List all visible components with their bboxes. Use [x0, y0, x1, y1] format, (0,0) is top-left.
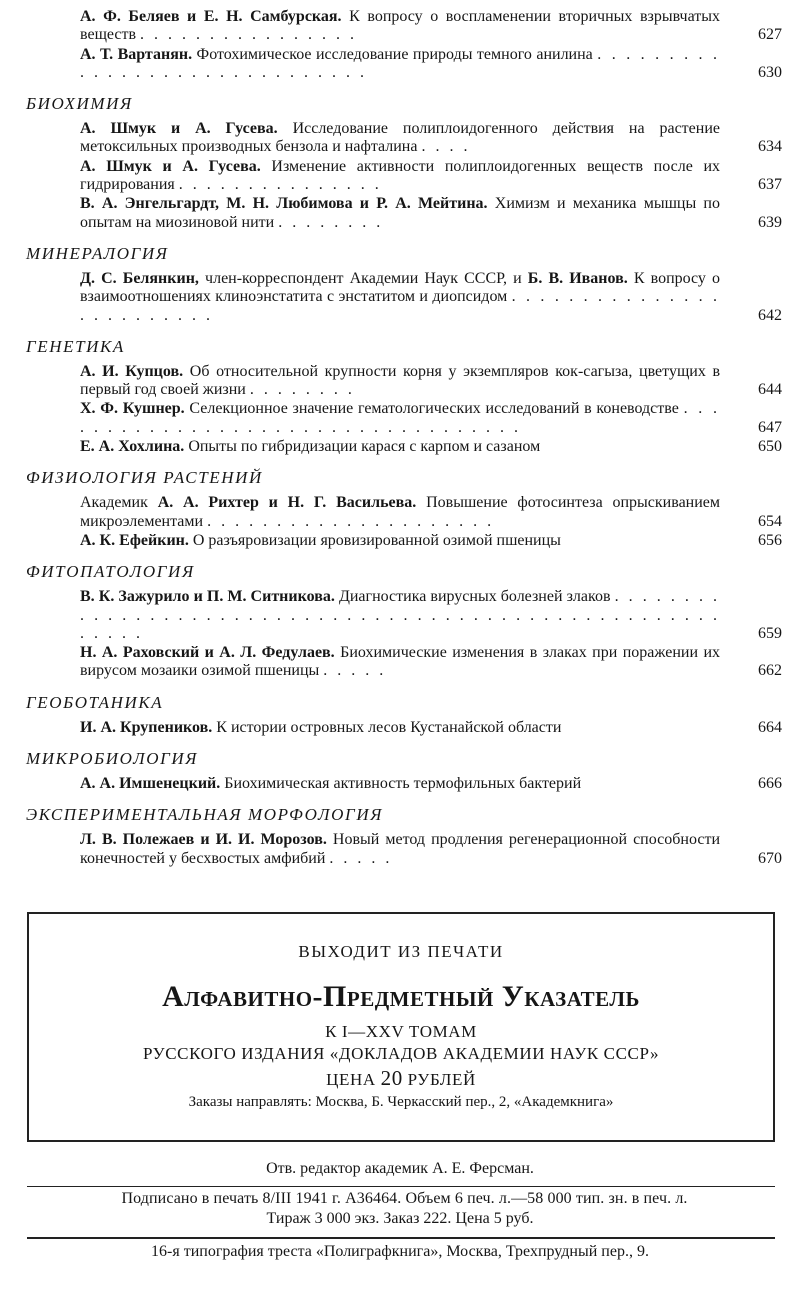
entry-authors: А. А. Рихтер и Н. Г. Васильева.	[157, 494, 417, 512]
entry-title: К истории островных лесов Кустанайской области	[216, 718, 562, 736]
entry-page-number: 654	[758, 512, 782, 530]
entry-title: Об относительной крупности корня у экземпляров кок-сагыза, цветущих в первый год своей жизни	[80, 362, 721, 399]
entry-page-number: 647	[758, 418, 782, 436]
entry-title: Изменение активности полиплоидогенных веществ после их гидрирования	[80, 157, 721, 194]
section-heading: ЭКСПЕРИМЕНТАЛЬНАЯ МОРФОЛОГИЯ	[26, 805, 383, 825]
divider	[27, 1186, 775, 1187]
toc-entry	[80, 120, 782, 157]
entry-authors: Л. В. Полежаев и И. И. Морозов.	[80, 831, 327, 849]
announcement-price	[29, 1066, 773, 1091]
entry-page-number: 637	[758, 176, 782, 194]
entry-title: Фотохимическое исследование природы темного анилина	[196, 45, 593, 63]
entry-title: К вопросу о воспламенении вторичных взрывчатых веществ	[80, 8, 721, 44]
entry-page-number: 662	[758, 662, 782, 680]
entry-authors: В. К. Зажурило и П. М. Ситникова.	[80, 588, 335, 606]
responsible-editor: Отв. редактор академик А. Е. Ферсман.	[266, 1160, 534, 1177]
toc-entry	[80, 195, 782, 232]
toc-entry	[80, 45, 782, 83]
toc-entry	[80, 718, 782, 737]
entry-page-number: 659	[758, 624, 782, 642]
entry-page-number: 656	[758, 531, 782, 549]
price-label: ЦЕНА	[326, 1070, 376, 1089]
entry-authors: В. А. Энгельгардт, М. Н. Любимова и Р. А. Мейтина.	[80, 195, 488, 213]
announcement-title: Алфавитно-Предметный Указатель	[162, 980, 640, 1013]
price-unit: РУБЛЕЙ	[407, 1070, 476, 1089]
toc-entry	[80, 362, 782, 400]
divider	[27, 1237, 775, 1239]
entry-title: Новый метод продления регенерационной способности конечностей у бесхвостых амфибий	[80, 831, 721, 867]
toc-entry	[80, 400, 782, 437]
section-heading: БИОХИМИЯ	[26, 94, 133, 114]
entry-authors: Е. А. Хохлина.	[80, 438, 185, 456]
toc-entry	[80, 438, 782, 456]
entry-authors: А. А. Имшенецкий.	[80, 775, 221, 793]
entry-leader-dots: . . . . .	[323, 662, 387, 680]
section-heading: ГЕОБОТАНИКА	[26, 692, 164, 712]
entry-leader-dots: . . . . . . . . . . . . . . . . . . . . .	[207, 512, 495, 530]
announcement-kicker: ВЫХОДИТ ИЗ ПЕЧАТИ	[298, 942, 504, 961]
entry-title: Селекционное значение гематологических исследований в коневодстве	[189, 400, 679, 418]
entry-leader-dots: . . . . . . . . . . . . . . . . . . . . . . . . .	[80, 288, 721, 324]
entry-authors: А. Шмук и А. Гусева.	[80, 120, 278, 138]
entry-page-number: 664	[758, 718, 782, 736]
entry-coauthor: Б. В. Иванов.	[527, 269, 628, 287]
entry-leader-dots: . . . . . . . . . . . . . . . . . . . . . . . . . . . . . .	[80, 45, 720, 81]
entry-leader-dots: . . . . . . . . . . . . . . . .	[140, 26, 358, 44]
entry-title: Повышение фотосинтеза опрыскиванием микроэлементами	[80, 494, 721, 530]
toc-entry	[80, 531, 782, 550]
announcement-edition: РУССКОГО ИЗДАНИЯ «ДОКЛАДОВ АКАДЕМИИ НАУК СССР»	[142, 1044, 660, 1063]
entry-authors: И. А. Крупеников.	[80, 718, 213, 736]
toc-entry	[80, 269, 782, 325]
section-heading: МИНЕРАЛОГИЯ	[26, 243, 169, 263]
entry-authors: А. Ф. Беляев и Е. Н. Самбурская.	[80, 8, 342, 25]
entry-title: член-корреспондент Академии Наук СССР, и	[205, 269, 522, 287]
table-of-contents	[26, 8, 781, 869]
imprint-line: Тираж 3 000 экз. Заказ 222. Цена 5 руб.	[266, 1210, 534, 1227]
entry-title-continued: К вопросу о взаимоотношениях клиноэнстатита с энстатитом и диопсидом	[80, 269, 721, 306]
entry-leader-dots: . . . .	[421, 138, 471, 156]
entry-authors: Х. Ф. Кушнер.	[80, 400, 185, 418]
printer-line: 16-я типография треста «Полиграфкнига», Москва, Трехпрудный пер., 9.	[151, 1243, 649, 1260]
entry-title: Исследование полиплоидогенного действия на растение метоксильных производных бензола и нафталина	[80, 120, 720, 156]
section-heading: ГЕНЕТИКА	[26, 336, 125, 356]
entry-leader-dots: . . . . .	[329, 849, 393, 867]
entry-page-number: 634	[758, 138, 782, 156]
section-heading: ФИЗИОЛОГИЯ РАСТЕНИЙ	[26, 468, 263, 488]
entry-leader-dots: . . . . . . . . . . . . . . . . . . . . . . . . . . . . . . . . . . .	[80, 400, 721, 436]
entry-authors: А. Т. Вартанян.	[80, 45, 193, 63]
toc-entry	[80, 588, 782, 643]
entry-title: Опыты по гибридизации карася с карпом и сазаном	[188, 438, 541, 456]
entry-title: Диагностика вирусных болезней злаков	[338, 588, 611, 606]
toc-entry	[80, 775, 782, 793]
imprint-line: Подписано в печать 8/III 1941 г. А36464. Объем 6 печ. л.—58 000 тип. зн. в печ. л.	[121, 1190, 688, 1207]
entry-leader-dots: . . . . . . . .	[249, 381, 355, 399]
entry-page-number: 642	[758, 306, 782, 324]
toc-entry	[80, 494, 782, 531]
entry-authors: Н. А. Раховский и А. Л. Федулаев.	[80, 644, 335, 662]
entry-page-number: 666	[758, 775, 782, 793]
entry-authors: А. И. Купцов.	[80, 362, 184, 380]
entry-page-number: 670	[758, 849, 782, 867]
section-heading: МИКРОБИОЛОГИЯ	[26, 749, 199, 769]
entry-page-number: 644	[758, 381, 782, 399]
section-heading: ФИТОПАТОЛОГИЯ	[26, 562, 195, 582]
entry-title: Биохимическая активность термофильных бактерий	[224, 775, 582, 793]
entry-title: Биохимические изменения в злаках при поражении их вирусом мозаики озимой пшеницы	[80, 644, 721, 680]
entry-authors: А. К. Ефейкин.	[80, 531, 189, 549]
entry-title: О разъяровизации яровизированной озимой пшеницы	[192, 531, 561, 549]
entry-authors: Д. С. Белянкин,	[80, 269, 199, 287]
entry-title: Химизм и механика мышцы по опытам на миозиновой нити	[80, 195, 720, 231]
price-value: 20	[380, 1066, 403, 1090]
announcement-box	[27, 912, 775, 1142]
entry-page-number: 639	[758, 213, 782, 231]
toc-entry	[80, 157, 782, 195]
announcement-volumes: К I—XXV ТОМАМ	[325, 1022, 477, 1041]
entry-leader-dots: . . . . . . . .	[278, 213, 384, 231]
entry-page-number: 630	[758, 63, 782, 81]
entry-page-number: 650	[758, 438, 782, 456]
entry-page-number: 627	[758, 26, 782, 44]
entry-authors: А. Шмук и А. Гусева.	[80, 157, 261, 175]
entry-leader-dots: . . . . . . . . . . . . . . . . . . . . . . . . . . . . . . . . . . . . . . . . . . . . . . . . . . . . . . . . . . .	[80, 588, 721, 642]
announcement-orders: Заказы направлять: Москва, Б. Черкасский пер., 2, «Академкнига»	[188, 1094, 614, 1110]
toc-entry	[80, 8, 782, 45]
entry-leader-dots: . . . . . . . . . . . . . . .	[178, 176, 382, 194]
toc-entry	[80, 644, 782, 681]
entry-author-prefix: Академик	[80, 494, 148, 512]
toc-entry	[80, 831, 782, 868]
